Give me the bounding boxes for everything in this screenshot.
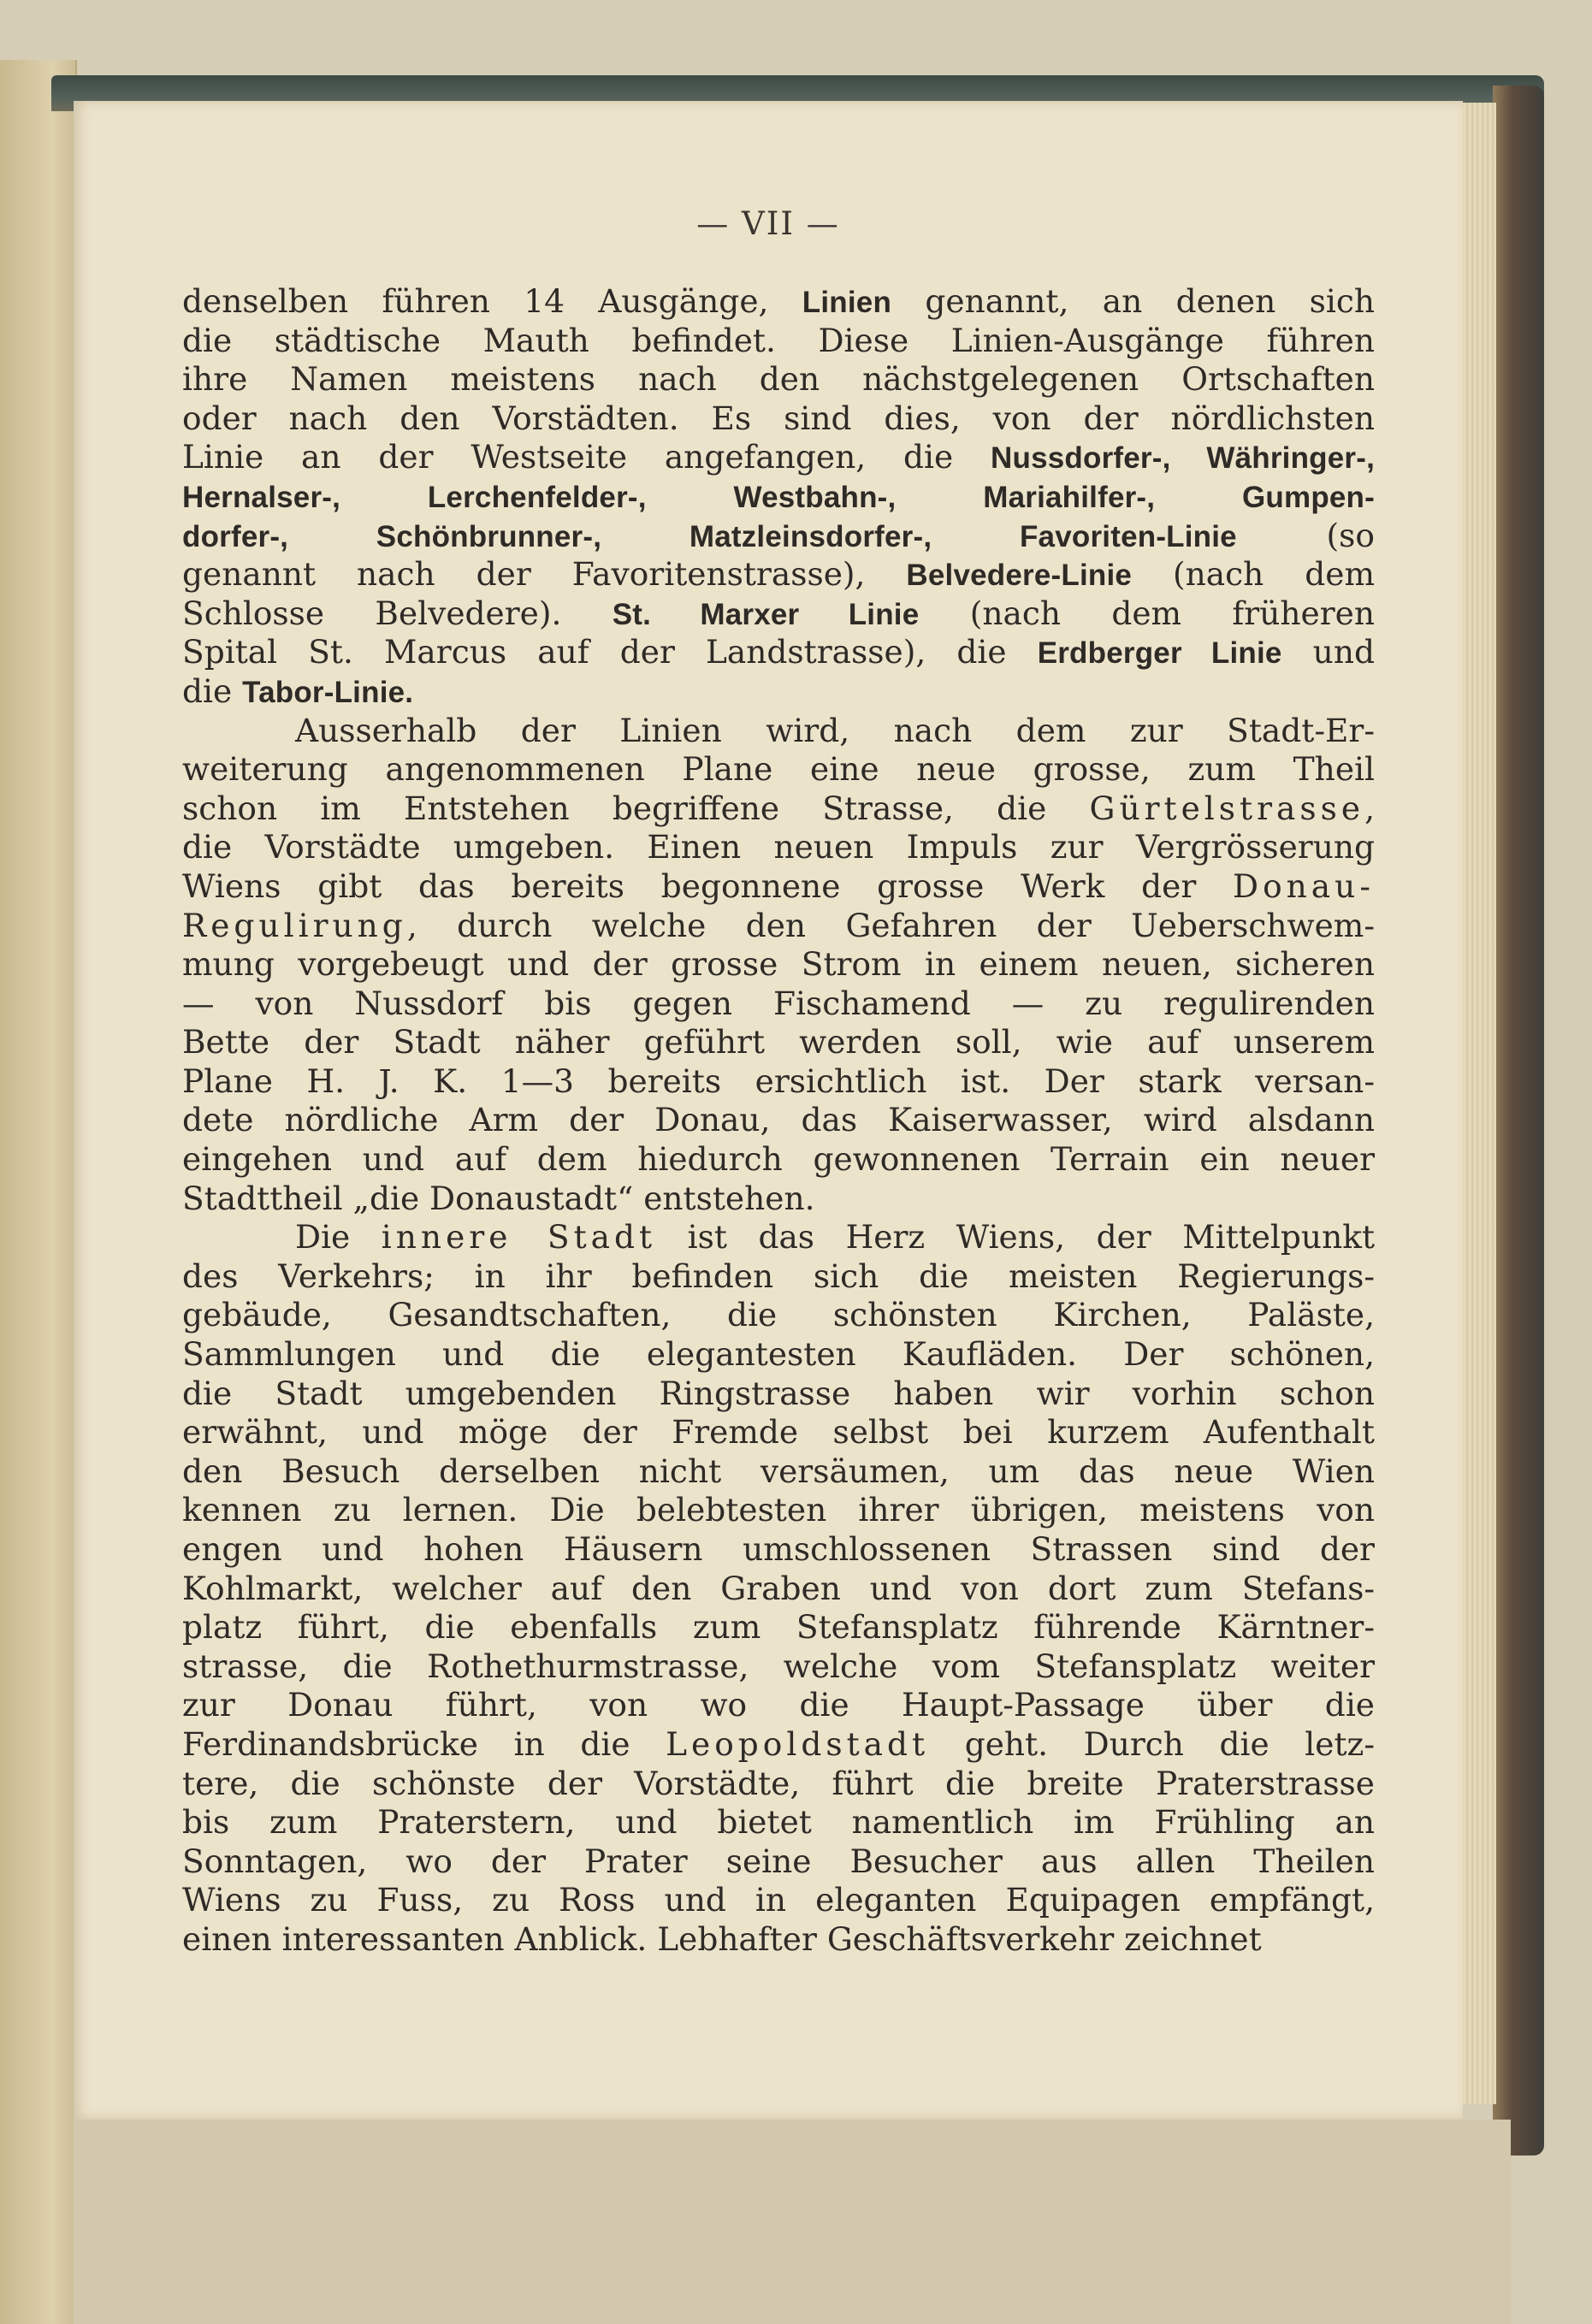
text-line — [182, 1296, 1375, 1335]
bold-text: Nussdorfer-, Währinger-, — [991, 441, 1375, 476]
text-run: die Vorstädte umgeben. Einen neuen Impuls zur Vergrösserung — [182, 828, 1375, 866]
text-line — [182, 712, 1375, 751]
text-run: Stadttheil „die Donaustadt“ entstehen. — [182, 1179, 815, 1217]
text-run: engen und hohen Häusern umschlossenen Strassen sind der — [182, 1530, 1375, 1568]
text-run: Spital St. Marcus auf der Landstrasse), die — [182, 633, 1038, 671]
text-line — [182, 399, 1375, 439]
spaced-emphasis-text: Regulirung — [182, 906, 407, 944]
text-line — [182, 555, 1375, 594]
text-line — [182, 1257, 1375, 1297]
text-line — [182, 828, 1375, 867]
text-run: Ferdinandsbrücke in die — [182, 1724, 666, 1763]
text-line — [182, 1491, 1375, 1530]
text-line — [182, 1140, 1375, 1180]
text-line — [182, 1023, 1375, 1062]
text-run: erwähnt, und möge der Fremde selbst bei kurzem Aufenthalt — [182, 1413, 1375, 1452]
text-line — [182, 1062, 1375, 1102]
spaced-emphasis-text: innere Stadt — [381, 1218, 657, 1257]
text-line — [182, 1881, 1375, 1920]
bold-text: St. Marxer Linie — [612, 597, 920, 631]
text-run: Sammlungen und die elegantesten Kaufläden. Der schönen, — [182, 1335, 1375, 1374]
text-run: Die — [295, 1218, 382, 1257]
book-page — [74, 101, 1463, 2120]
page-edges — [1459, 103, 1496, 2104]
bold-text: Erdberger Linie — [1037, 636, 1282, 671]
bold-text: dorfer-, Schönbrunner-, Matzleinsdorfer-, Favoriten-Linie — [182, 519, 1237, 553]
background-surface — [74, 2120, 1511, 2324]
text-line — [182, 750, 1375, 789]
text-run: — von Nussdorf bis gegen Fischamend — zu regulirenden — [182, 984, 1375, 1022]
text-run: genannt nach der Favoritenstrasse), — [182, 555, 907, 594]
body-text — [182, 282, 1375, 1960]
text-line — [182, 1218, 1375, 1257]
text-line — [182, 867, 1375, 907]
text-run: schon im Entstehen begriffene Strasse, die — [182, 789, 1090, 827]
bold-text: Tabor-Linie. — [242, 675, 414, 709]
text-run: den Besuch derselben nicht versäumen, um das neue Wien — [182, 1452, 1375, 1490]
bold-text: Hernalser-, Lerchenfelder-, Westbahn-, Mariahilfer-, Gumpen- — [182, 480, 1375, 514]
text-line — [182, 1765, 1375, 1804]
text-run: Wiens gibt das bereits begonnene grosse Werk der — [182, 866, 1234, 905]
text-run: mung vorgebeugt und der grosse Strom in einem neuen, sicheren — [182, 945, 1375, 984]
spaced-emphasis-text: Donau- — [1233, 866, 1375, 905]
text-run: dete nördliche Arm der Donau, das Kaiserwasser, wird alsdann — [182, 1101, 1375, 1139]
text-run: platz führt, die ebenfalls zum Stefansplatz führende Kärntner- — [182, 1608, 1375, 1647]
text-run: denselben führen 14 Ausgänge, — [182, 282, 802, 320]
text-run: strasse, die Rothethurmstrasse, welche vom Stefansplatz weiter — [182, 1647, 1375, 1685]
text-run: des Verkehrs; in ihr befinden sich die meisten Regierungs- — [182, 1257, 1375, 1295]
text-line — [182, 945, 1375, 985]
text-run: weiterung angenommenen Plane eine neue grosse, zum Theil — [182, 750, 1375, 789]
text-run: genannt, an denen sich — [891, 282, 1375, 320]
text-line — [182, 789, 1375, 829]
text-run: geht. Durch die letz- — [929, 1724, 1375, 1763]
text-run: Kohlmarkt, welcher auf den Graben und von dort zum Stefans- — [182, 1569, 1375, 1607]
text-run: die städtische Mauth befindet. Diese Linien-Ausgänge führen — [182, 321, 1375, 359]
text-run: , durch welche den Gefahren der Ueberschwem- — [406, 906, 1375, 944]
text-line — [182, 672, 1375, 712]
text-line — [182, 1413, 1375, 1452]
text-line — [182, 633, 1375, 672]
text-run: , — [1364, 789, 1375, 827]
text-line — [182, 1101, 1375, 1140]
text-run: ihre Namen meistens nach den nächstgelegenen Ortschaften — [182, 360, 1375, 399]
text-run: Sonntagen, wo der Prater seine Besucher aus allen Theilen — [182, 1842, 1375, 1880]
text-line — [182, 438, 1375, 477]
text-run: eingehen und auf dem hiedurch gewonnenen Terrain ein neuer — [182, 1140, 1375, 1179]
text-run: Wiens zu Fuss, zu Ross und in eleganten Equipagen empfängt, — [182, 1881, 1375, 1919]
text-line — [182, 1686, 1375, 1725]
bold-text: Linien — [802, 286, 892, 319]
text-run: (nach dem — [1132, 555, 1375, 594]
text-run: ist das Herz Wiens, der Mittelpunkt — [656, 1218, 1376, 1257]
text-line — [182, 360, 1375, 399]
text-run: einen interessanten Anblick. Lebhafter Geschäftsverkehr zeichnet — [182, 1919, 1262, 1958]
page-number: — VII — — [696, 205, 840, 242]
spaced-emphasis-text: Gürtelstrasse — [1089, 789, 1365, 827]
text-line — [182, 1725, 1375, 1765]
text-line — [182, 517, 1375, 556]
text-run: bis zum Praterstern, und bietet namentlich im Frühling an — [182, 1803, 1375, 1842]
text-run: die — [182, 671, 243, 710]
text-line — [182, 1570, 1375, 1609]
text-line — [182, 1180, 1375, 1219]
text-run: Plane H. J. K. 1—3 bereits ersichtlich ist. Der stark versan- — [182, 1061, 1375, 1100]
spaced-emphasis-text: Leopoldstadt — [666, 1724, 930, 1763]
text-line — [182, 1842, 1375, 1882]
text-run: Ausserhalb der Linien wird, nach dem zur Stadt-Er- — [295, 711, 1375, 749]
text-line — [182, 282, 1375, 322]
text-line — [182, 477, 1375, 517]
text-line — [182, 1452, 1375, 1492]
text-line — [182, 1530, 1375, 1570]
text-line — [182, 985, 1375, 1024]
bold-text: Belvedere-Linie — [906, 559, 1133, 593]
text-line — [182, 322, 1375, 361]
text-run: Schlosse Belvedere). — [182, 594, 613, 632]
text-run: die Stadt umgebenden Ringstrasse haben wir vorhin schon — [182, 1374, 1375, 1412]
text-line — [182, 1335, 1375, 1375]
text-line — [182, 1803, 1375, 1842]
book-cover-right-edge — [1493, 86, 1544, 2155]
text-line — [182, 594, 1375, 634]
text-run: tere, die schönste der Vorstädte, führt die breite Praterstrasse — [182, 1764, 1375, 1802]
text-run: kennen zu lernen. Die belebtesten ihrer übrigen, meistens von — [182, 1491, 1375, 1529]
text-run: (nach dem früheren — [919, 594, 1375, 632]
text-run: zur Donau führt, von wo die Haupt-Passage über die — [182, 1686, 1375, 1724]
book-spine-left — [0, 60, 77, 2324]
text-run: Bette der Stadt näher geführt werden soll, wie auf unserem — [182, 1023, 1375, 1061]
text-run: (so — [1236, 516, 1375, 554]
text-run: und — [1281, 633, 1375, 671]
text-run: Linie an der Westseite angefangen, die — [182, 438, 991, 476]
text-run: gebäude, Gesandtschaften, die schönsten Kirchen, Paläste, — [182, 1296, 1375, 1334]
text-line — [182, 1608, 1375, 1647]
text-line — [182, 1375, 1375, 1414]
text-line — [182, 1647, 1375, 1687]
text-run: oder nach den Vorstädten. Es sind dies, von der nördlichsten — [182, 399, 1375, 437]
text-line — [182, 907, 1375, 946]
text-line — [182, 1920, 1375, 1960]
